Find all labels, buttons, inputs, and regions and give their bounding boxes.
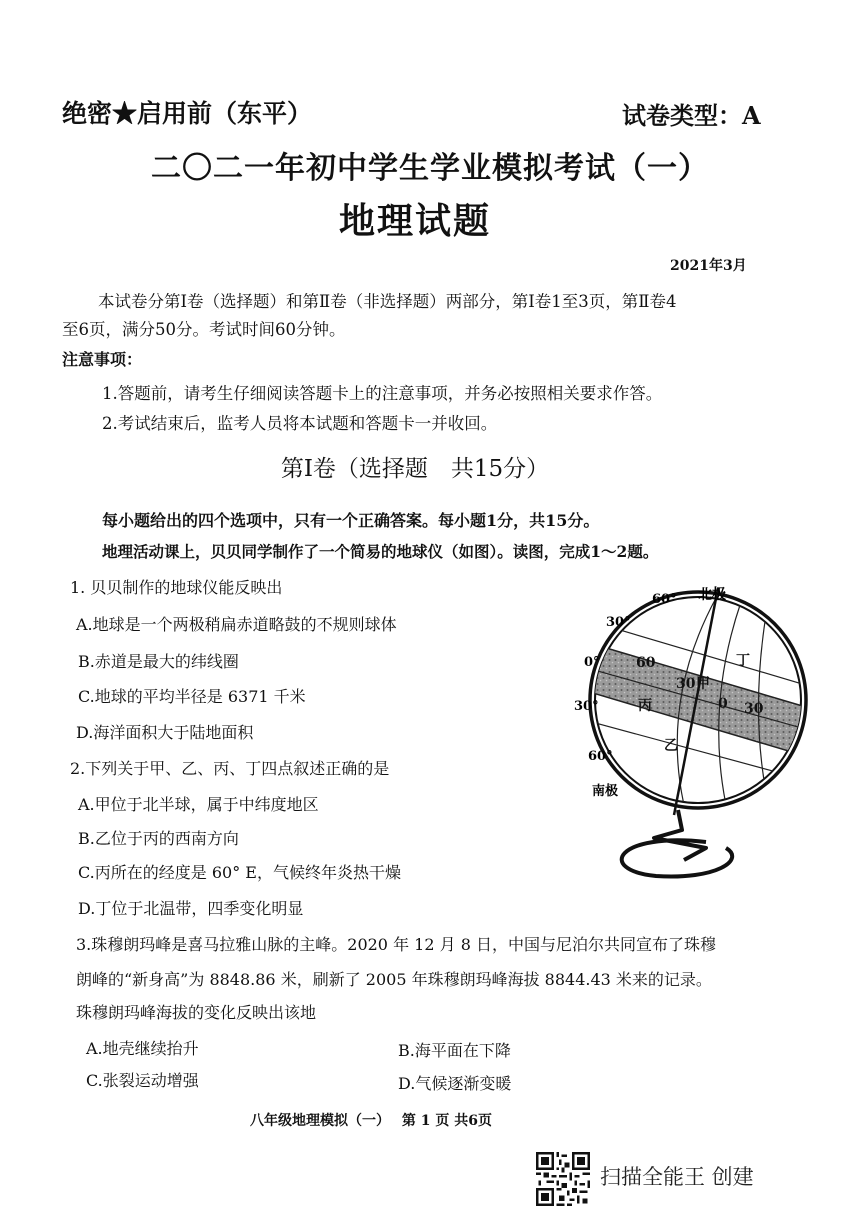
- option-c: C.地球的平均半径是 6371 千米: [78, 687, 306, 706]
- label-lon-30-mid: 30: [676, 676, 696, 692]
- qr-code-icon: [536, 1152, 590, 1206]
- exam-title: 二〇二一年初中学生学业模拟考试（一）: [151, 151, 709, 186]
- point-yi-label: 乙: [664, 738, 678, 754]
- globe-base: [622, 840, 732, 876]
- page-footer: 八年级地理模拟（一） 第 1 页 共6页: [250, 1113, 492, 1129]
- label-north-pole: 北极: [698, 587, 726, 603]
- option-a: A.地壳继续抬升: [86, 1039, 199, 1058]
- scanner-watermark: 扫描全能王 创建: [600, 1165, 754, 1189]
- point-jia-label: 甲: [696, 676, 710, 692]
- label-lat-60-north: 60°: [652, 592, 677, 607]
- option-b: B.赤道是最大的纬线圈: [78, 652, 239, 671]
- option-a: A.甲位于北半球，属于中纬度地区: [78, 795, 319, 814]
- option-c: C.张裂运动增强: [86, 1071, 199, 1090]
- note-item: 2.考试结束后，监考人员将本试题和答题卡一并收回。: [102, 414, 498, 433]
- label-lat-30-south: 30°: [574, 699, 599, 714]
- label-lat-60-south: 60°: [588, 749, 613, 764]
- label-lon-30-east: 30: [744, 701, 764, 717]
- option-b: B.海平面在下降: [398, 1041, 511, 1060]
- globe-figure: [566, 580, 836, 880]
- label-lat-0: 0°: [584, 655, 600, 670]
- note-item: 1.答题前，请考生仔细阅读答题卡上的注意事项，并务必按照相关要求作答。: [102, 384, 663, 403]
- question-stem-line: 朗峰的“新身高”为 8848.86 米，刷新了 2005 年珠穆朗玛峰海拔 8844.43 米来的记录。: [76, 970, 712, 989]
- question-context: 地理活动课上，贝贝同学制作了一个简易的地球仪（如图）。读图，完成1～2题。: [102, 542, 659, 561]
- option-d: D.海洋面积大于陆地面积: [76, 723, 254, 742]
- point-ding-label: 丁: [736, 653, 750, 669]
- option-a: A.地球是一个两极稍扁赤道略鼓的不规则球体: [76, 615, 397, 634]
- option-d: D.气候逐渐变暖: [398, 1074, 512, 1093]
- notes-title: 注意事项：: [62, 350, 143, 369]
- paper-type-label: 试卷类型：A: [622, 101, 761, 130]
- question-stem: 1. 贝贝制作的地球仪能反映出: [70, 578, 283, 597]
- label-lon-60: 60: [636, 655, 656, 671]
- option-b: B.乙位于丙的西南方向: [78, 829, 239, 848]
- confidentiality-label: 绝密★启用前（东平）: [62, 99, 313, 128]
- subject-title: 地理试题: [338, 200, 491, 242]
- point-bing-label: 丙: [638, 698, 652, 714]
- question-stem: 2.下列关于甲、乙、丙、丁四点叙述正确的是: [70, 759, 390, 778]
- label-south-pole: 南极: [592, 784, 619, 799]
- intro-line-1: 本试卷分第Ⅰ卷（选择题）和第Ⅱ卷（非选择题）两部分，第Ⅰ卷1至3页，第Ⅱ卷4: [98, 292, 677, 311]
- exam-date: 2021年3月: [670, 258, 747, 274]
- section-instruction: 每小题给出的四个选项中，只有一个正确答案。每小题1分，共15分。: [102, 511, 600, 530]
- question-stem-line: 珠穆朗玛峰海拔的变化反映出该地: [76, 1003, 317, 1022]
- option-d: D.丁位于北温带，四季变化明显: [78, 899, 304, 918]
- label-lon-0: 0: [718, 696, 728, 712]
- question-stem-line: 3.珠穆朗玛峰是喜马拉雅山脉的主峰。2020 年 12 月 8 日，中国与尼泊尔共同宣布了珠穆: [76, 935, 716, 954]
- label-lat-30-north: 30°: [606, 615, 631, 630]
- intro-line-2: 至6页，满分50分。考试时间60分钟。: [62, 320, 346, 339]
- globe-stand: [654, 810, 706, 860]
- option-c: C.丙所在的经度是 60° E，气候终年炎热干燥: [78, 863, 401, 882]
- section-title: 第Ⅰ卷（选择题 共15分）: [280, 456, 550, 482]
